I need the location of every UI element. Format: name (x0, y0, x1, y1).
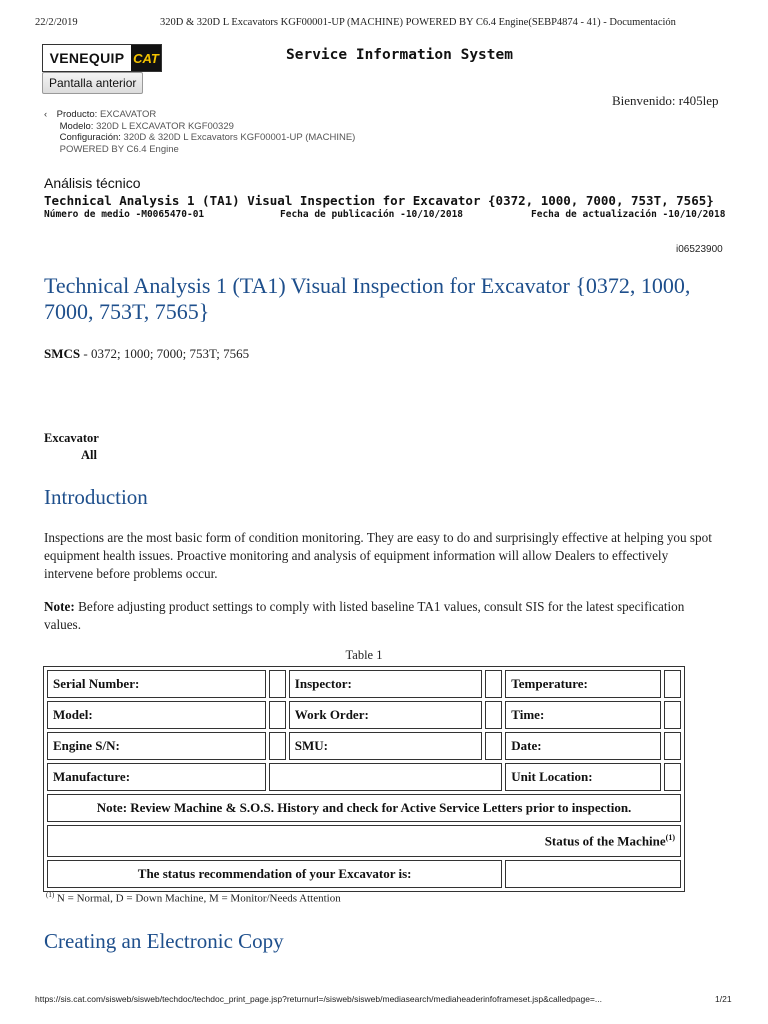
creating-electronic-copy-heading: Creating an Electronic Copy (44, 929, 284, 953)
product-info (44, 109, 355, 155)
product-label: Producto: (56, 109, 98, 120)
model-row (44, 121, 355, 133)
unit-location-field[interactable] (664, 763, 681, 791)
publication-date: Fecha de publicación -10/10/2018 (280, 209, 464, 220)
back-button[interactable]: Pantalla anterior (42, 72, 143, 94)
serial-number-field[interactable] (269, 670, 286, 698)
date-label: Date: (505, 732, 661, 760)
configuration-value: 320D & 320D L Excavators KGF00001-UP (MACHINE) (123, 132, 356, 143)
logo-brand: VENEQUIP (43, 45, 131, 71)
smu-field[interactable] (485, 732, 502, 760)
media-number: Número de medio -M0065470-01 (44, 209, 205, 220)
doc-title: Technical Analysis 1 (TA1) Visual Inspection for Excavator {0372, 1000, 7000, 753T, 7565} (44, 193, 714, 208)
print-date: 22/2/2019 (35, 17, 78, 28)
status-recommendation-label: The status recommendation of your Excavator is: (47, 860, 502, 888)
time-field[interactable] (664, 701, 681, 729)
note-paragraph (44, 598, 714, 634)
configuration-value-2: POWERED BY C6.4 Engine (59, 143, 179, 155)
page-number: 1/21 (715, 994, 732, 1004)
product-value: EXCAVATOR (99, 109, 157, 120)
footnote-text: N = Normal, D = Down Machine, M = Monitor/Needs Attention (54, 892, 341, 905)
intro-paragraph: Inspections are the most basic form of condition monitoring. They are easy to do and surprisingly effective at helping you spot equipment health issues. Proactive monitoring and analysis of equipment information will allow Dealers to effectively intervene before problems occur. (44, 530, 712, 581)
model-field[interactable] (269, 701, 286, 729)
table-caption: Table 1 (345, 648, 383, 662)
status-of-machine-label: Status of the Machine (544, 833, 666, 849)
status-footnote-ref[interactable]: (1) (665, 832, 675, 842)
chevron-left-icon[interactable]: ‹ (44, 109, 48, 120)
table-row (47, 701, 681, 729)
time-label: Time: (505, 701, 661, 729)
inspector-label: Inspector: (289, 670, 483, 698)
date-field[interactable] (664, 732, 681, 760)
temperature-field[interactable] (664, 670, 681, 698)
manufacture-field[interactable] (269, 763, 502, 791)
configuration-label: Configuración: (59, 132, 121, 143)
table-footnote (46, 891, 341, 905)
page-title: Technical Analysis 1 (TA1) Visual Inspection for Excavator {0372, 1000, 7000, 753T, 7565} (44, 273, 691, 324)
engine-sn-label: Engine S/N: (47, 732, 266, 760)
status-of-machine (47, 825, 681, 857)
doc-type: Análisis técnico (44, 175, 141, 191)
inspection-table (43, 666, 685, 892)
table-row (47, 732, 681, 760)
update-date: Fecha de actualización -10/10/2018 (531, 209, 726, 220)
status-recommendation-field[interactable] (505, 860, 681, 888)
temperature-label: Temperature: (505, 670, 661, 698)
model-heading: Excavator (44, 431, 99, 445)
cat-logo-icon: CAT (131, 45, 161, 71)
inspector-field[interactable] (485, 670, 502, 698)
smcs-value: - 0372; 1000; 7000; 753T; 7565 (80, 346, 250, 361)
engine-sn-field[interactable] (269, 732, 286, 760)
work-order-label: Work Order: (289, 701, 483, 729)
table-row (47, 794, 681, 822)
table-row (47, 860, 681, 888)
table-row (47, 670, 681, 698)
venequip-cat-logo (42, 44, 162, 72)
smcs-line (44, 346, 249, 362)
unit-location-label: Unit Location: (505, 763, 661, 791)
note-label: Note: (44, 599, 75, 614)
serial-number-label: Serial Number: (47, 670, 266, 698)
print-url: https://sis.cat.com/sisweb/sisweb/techdoc/techdoc_print_page.jsp?returnurl=/sisweb/sisweb/mediasearch/mediaheaderinfoframeset.jsp&calledpage=... (35, 994, 602, 1004)
media-id: i06523900 (676, 244, 723, 255)
table-row (47, 763, 681, 791)
model-all: All (81, 448, 97, 462)
smu-label: SMU: (289, 732, 483, 760)
product-row (44, 109, 355, 121)
print-title: 320D & 320D L Excavators KGF00001-UP (MACHINE) POWERED BY C6.4 Engine(SEBP4874 - 41) - Documentación (160, 17, 676, 28)
note-text: Before adjusting product settings to comply with listed baseline TA1 values, consult SIS for the latest specification values. (44, 599, 685, 632)
manufacture-label: Manufacture: (47, 763, 266, 791)
model-label: Model: (47, 701, 266, 729)
model-value-text: 320D L EXCAVATOR KGF00329 (96, 120, 234, 132)
sis-title: Service Information System (286, 47, 513, 63)
table-row (47, 825, 681, 857)
footnote-marker: (1) (46, 891, 55, 899)
configuration-row (44, 132, 355, 144)
welcome-text: Bienvenido: r405lep (612, 93, 719, 108)
smcs-label: SMCS (44, 346, 81, 361)
model-label-text: Modelo: (59, 120, 94, 132)
note-row: Note: Review Machine & S.O.S. History and check for Active Service Letters prior to inspection. (47, 794, 681, 822)
work-order-field[interactable] (485, 701, 502, 729)
introduction-heading: Introduction (44, 485, 148, 509)
configuration-row-2 (44, 144, 355, 156)
